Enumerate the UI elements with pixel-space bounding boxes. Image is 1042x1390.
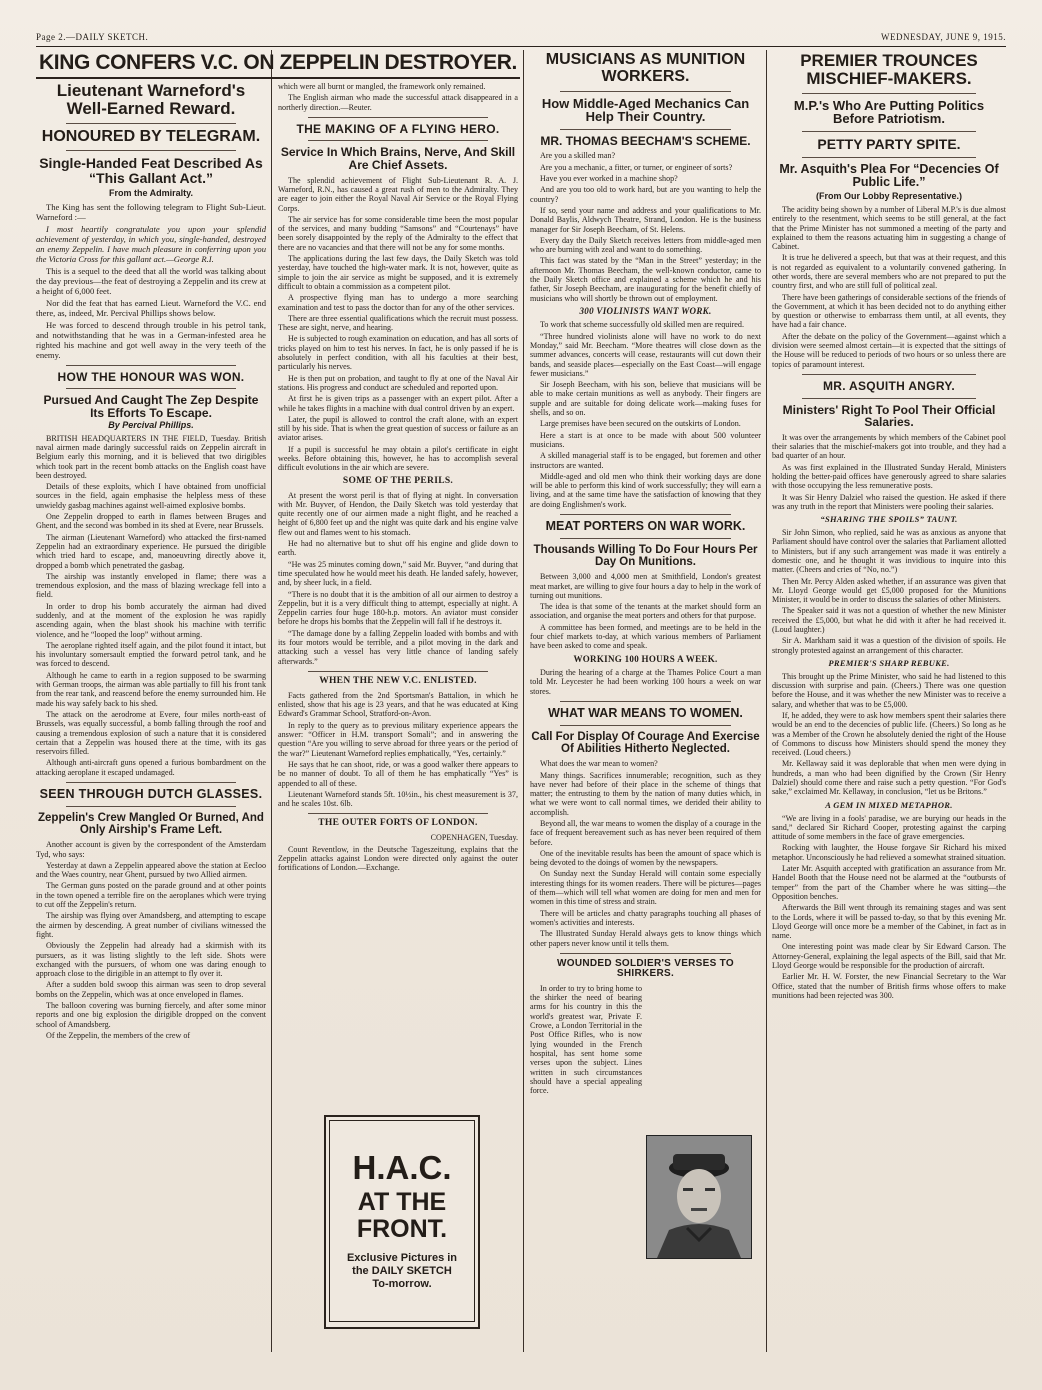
paragraph: Yesterday at dawn a Zeppelin appeared above the station at Eecloo and the Waes country, near Ghent, pursued by two Allied airmen. [36,860,266,880]
banner-headline: KING CONFERS V.C. ON ZEPPELIN DESTROYER. [39,51,517,74]
paragraph: The Speaker said it was not a question of whether the new Minister received the £5,000, but what he did with it after he had received it. (Loud laughter.) [772,606,1006,634]
paragraph: He is then put on probation, and taught to fly at one of the Naval Air stations. His progress and conduct are scheduled and reported upon. [278,373,518,392]
headline-dutch: SEEN THROUGH DUTCH GLASSES. [39,787,263,802]
paragraph: Beyond all, the war means to women the display of a courage in the face of frequent bereavement such as has never been required of them before. [530,818,761,847]
article-women [530,759,761,948]
headline-gem: A GEM IN MIXED METAPHOR. [825,799,953,810]
headline-rebuke: PREMIER'S SHARP REBUKE. [828,657,950,668]
paragraph: The Illustrated Sunday Herald always gets to know things which other papers never know until it tells them. [530,929,761,948]
article-angry [772,433,1006,511]
byline: By Percival Phillips. [108,419,194,430]
headline-spoils: “SHARING THE SPOILS” TAUNT. [820,514,958,525]
ad-subtitle: AT THE FRONT. [356,1188,448,1243]
column-4 [772,52,1006,1352]
paragraph: It was Sir Henry Dalziel who raised the question. He asked if there was any truth in the report that Ministers were pooling their salaries. [772,492,1006,511]
paragraph: Sir John Simon, who replied, said he was as anxious as anyone that Parliament should have control over the salaries that Parliament allotted to Ministers, but if any such arrangement was made it was entirely a domestic one, and he thought it was invidious to inquire into this matter. (Cheers and cries of “No, no.”) [772,528,1006,575]
paragraph: What does the war mean to women? [540,759,658,769]
paragraph: He says that he can shoot, ride, or was a good walker there appears to be no manner of doubt. To all of them he has emphatically “Yes” is appended to all of these. [278,759,518,788]
column-1 [36,82,266,1352]
headline-mps: M.P.'s Who Are Putting Politics Before Patriotism. [793,97,985,127]
article-telegram [36,202,266,360]
headline-feat: Single-Handed Feat Described As “This Gallant Act.” [39,155,263,187]
ad-line: Exclusive Pictures in [346,1251,458,1264]
headline-service: Service In Which Brains, Nerve, And Skill Are Chief Assets. [280,145,516,173]
headline-reward: Lieutenant Warneford's Well-Earned Reward. [56,82,246,118]
paragraph: Another account is given by the correspondent of the Amsterdam Tyd, who says: [36,840,266,859]
article-pursued [36,434,266,777]
headline-pursued: Pursued And Caught The Zep Despite Its Efforts To Escape. [43,393,259,421]
paragraph: Facts gathered from the 2nd Sportsman's Battalion, in which he enlisted, show that his age is 23 years, and that he was educated at King Edward's Grammar School, Stratford-on-Avon. [278,690,518,719]
article-dutch [36,840,266,1040]
paragraph: If, he added, they were to ask how members spent their salaries there would be an end to the decencies of public life. (Cheers.) So long as he was a Member of the Crown he absolutely denied the right of the House of Commons to discuss how Ministers should spend the money they received. (Loud cheers.) [772,711,1006,758]
article-violinists [530,320,761,509]
hac-advertisement [324,1115,480,1329]
headline-making: THE MAKING OF A FLYING HERO. [296,121,500,136]
paragraph: He was forced to descend through trouble in his petrol tank, and notwithstanding that he was in a German-infested area he righted his machine and got well away in the very teeth of the enemy. [36,319,266,360]
paragraph: Large premises have been secured on the outskirts of London. [540,419,741,429]
paragraph: At first he is given trips as a passenger with an expert pilot. After a while he takes flights in a machine with dual control driven by an expert. [278,394,518,413]
headline-call: Call For Display Of Courage And Exercise Of Abilities Hitherto Neglected. [531,731,760,756]
headline-plea: Mr. Asquith's Plea For “Decencies Of Public Life.” [779,161,999,189]
paragraph: “The damage done by a falling Zeppelin loaded with bombs and with its four motors would be terrible, and a pilot moving in the dark and attacking such a vessel has very little chance of landing safely afterwards.” [278,628,518,666]
paragraph: On Sunday next the Sunday Herald will contain some especially interesting things for its women readers. There will be pictures—pages of them—which will tell what women are doing for men and men for women in this time of stress and strain. [530,869,761,907]
article-wounded-soldier [530,984,642,1096]
paragraph: Later, the pupil is allowed to control the craft alone, with an expert still by his side. That is when the great question of success or failure as an aviator arises. [278,414,518,443]
paragraph: Then Mr. Percy Alden asked whether, if an assurance was given that Mr. Lloyd George would get £5,000 proposed for the Munitions Minister, it would be in order to discuss the salaries of other Ministers. [772,576,1006,605]
source-line: (From Our Lobby Representative.) [815,190,963,201]
paragraph: Sir Joseph Beecham, with his son, believe that musicians will be able to make certain munitions as well as anybody. Their fingers are supple and are suitable for doing delicate work—making fuses for shells, and so on. [530,380,761,418]
headline-petty: PETTY PARTY SPITE. [817,135,961,152]
paragraph: “He was 25 minutes coming down,” said Mr. Buyver, “and during that time speculated how he would meet his death. He landed safely, however, and, by sheer luck, in a field. [278,559,518,588]
paragraph: There will be articles and chatty paragraphs touching all phases of women's activities and interests. [530,908,761,927]
article-spoils [772,528,1006,655]
ad-inner-frame [329,1120,475,1322]
paragraph: The German guns posted on the parade ground and at other points in the town opened a terrible fire on the aeroplanes which were trying to cut off the Zeppelin's return. [36,881,266,910]
article-gem [772,814,1006,1001]
paragraph: “Three hundred violinists alone will have no work to do next Monday,” said Mr. Beecham. “More theatres will close down as the summer advances, concerts will cease, restaurants will cut down their bands, and seaside places—especially on the East Coast—will engage fewer musicians.” [530,331,761,378]
paragraph: This is a sequel to the deed that all the world was talking about the day previous—the feat of destroying a Zeppelin and its crew at a height of 6,000 feet. [36,265,266,296]
paragraph: “We are living in a fools' paradise, we are burying our heads in the sand,” declared Sir Richard Cooper, protesting against the carping attitude of some members in the face of grave emergencies. [772,813,1006,842]
paragraph: Rocking with laughter, the House forgave Sir Richard his mixed metaphor. Unconsciously he had relieved a somewhat strained situation. [772,843,1006,862]
paragraph: One interesting point was made clear by Sir Edward Carson. The Attorney-General, explaining the legal aspects of the Bill, said that Mr. Lloyd George would be responsible for the production of aircraft. [772,942,1006,971]
article-perils [278,491,518,666]
paragraph: Mr. Kellaway said it was deplorable that when men were dying in hundreds, a man who had been dignified by the Crown (Sir Henry Dalziel) should come there and raise such a petty question. “For God's sake,” exclaimed Mr. Kellaway, in conclusion, “let us be Britons.” [772,759,1006,797]
headline-premier: PREMIER TROUNCES MISCHIEF-MAKERS. [800,52,978,88]
paragraph: A prospective flying man has to undergo a more searching examination and test to pass the doctor than for any of the other services. [278,293,518,312]
paragraph: Obviously the Zeppelin had already had a skirmish with its pursuers, as it was listing slightly to the left side. Shots were exchanged with the pursuers, of whom one was daring enough to approach close to the dirigible in an attempt to fly over it. [36,941,266,979]
paragraph: Later Mr. Asquith accepted with gratification an assurance from Mr. Handel Booth that the House need not be alarmed at the “outbursts of temper” from the part of the Chamber where he was sitting—the Opposition benches. [772,864,1006,901]
paragraph: One Zeppelin dropped to earth in flames between Bruges and Ghent, and the second was bombed in its shed at Evere, near Brussels. [36,512,266,531]
paragraph: The aeroplane righted itself again, and the pilot found it intact, but his involuntary somersault emptied the forward petrol tank, and he was forced to descend. [36,640,266,669]
paragraph: To work that scheme successfully old skilled men are required. [540,320,744,330]
column-rule [766,50,767,1352]
date-label: WEDNESDAY, JUNE 9, 1915. [880,32,1006,42]
paragraph: A skilled managerial staff is to be engaged, but foremen and other instructors are wanted. [530,451,761,470]
paragraph: Have you ever worked in a machine shop? [540,174,678,184]
article-beecham [530,151,761,302]
paragraph: Between 3,000 and 4,000 men at Smithfield, London's greatest meat market, are willing to give four hours a day to help in the work of turning out munitions. [530,572,761,600]
ad-title: H.A.C. [352,1148,452,1186]
paragraph: The balloon covering was burning fiercely, and after some minor reports and one big explosion the dirigible dropped on the convent school of Amandsberg. [36,1001,266,1029]
paragraph: Here a start is at once to be made with about 500 volunteer musicians. [530,430,761,449]
paragraph: The English airman who made the successful attack disappeared in a northerly direction.—Reuter. [278,93,518,112]
paragraph: Details of these exploits, which I have obtained from unofficial sources in the field, again emphasise the helpless mess of these unwieldy gasbag machines against well-aimed explosive bombs. [36,482,266,510]
headline-beecham: MR. THOMAS BEECHAM'S SCHEME. [540,133,751,148]
paragraph: I most heartily congratulate you upon your splendid achievement of yesterday, in which you, single-handed, destroyed an enemy Zeppelin. I have much pleasure in conferring upon you the Victoria Cross for this gallant act.—George R.I. [36,223,266,264]
paragraph: There are three essential qualifications which the recruit must possess. These are sight, nerve, and hearing. [278,313,518,333]
paragraph: And are you too old to work hard, but are you wanting to help the country? [530,185,761,204]
headline-enlisted: WHEN THE NEW V.C. ENLISTED. [319,675,477,686]
article-forts [278,833,518,872]
ad-line: To-morrow. [372,1278,432,1291]
paragraph: The attack on the aerodrome at Evere, four miles north-east of Brussels, was equally successful, a bomb falling through the roof and causing a tremendous explosion of such a nature that it is considered certain that a Zeppelin was housed there at the time, with its gas reservoirs filled. [36,709,266,757]
paragraph: Afterwards the Bill went through its remaining stages and was sent to the Lords, where it will be passed to-day, so that by this evening Mr. Lloyd George will once more be a member of the Cabinet, in fact as in name. [772,903,1006,941]
paragraph: The airman (Lieutenant Warneford) who attacked the first-named Zeppelin had an extraordinary experience. He pursued the dirigible which tried hard to escape, and, manoeuvring directly above it, dropped a bomb which penetrated the gasbag. [36,532,266,570]
paragraph: Every day the Daily Sketch receives letters from middle-aged men who are burning with zeal and want to do something. [530,235,761,255]
article-continuation [278,82,518,112]
column-rule [523,50,524,1352]
headline-meat-porters: MEAT PORTERS ON WAR WORK. [545,519,746,533]
headline-musicians: MUSICIANS AS MUNITION WORKERS. [545,52,746,85]
paragraph: Nor did the feat that has earned Lieut. Warneford the V.C. end there, as, indeed, Mr. Percival Phillips shows below. [36,297,266,318]
paragraph: Sir A. Markham said it was a question of the division of spoils. He strongly protested against an arrangement of this character. [772,636,1006,655]
paragraph: The airship was instantly enveloped in flame; there was a tremendous explosion, and the mass of blazing wreckage fell into a field. [36,571,266,600]
paragraph: Middle-aged and old men who think their working days are done will be able to perform this kind of work successfully; they will earn a living, and at the same time have the satisfaction of knowing that they are doing Englishmen's work. [530,471,761,509]
headline-wounded-soldier: WOUNDED SOLDIER'S VERSES TO SHIRKERS. [557,957,734,980]
portrait-illustration [647,1136,751,1258]
paragraph: The acidity being shown by a number of Liberal M.P.'s is due almost entirely to the resentment, which seems to be still general, at the fact that the Prime Minister has not summoned a meeting of the party and explained to them the reasons actuating him in suggesting a change of Cabinet. [772,204,1006,252]
paragraph: After the debate on the policy of the Government—against which a division were seemed almost certain—it is expected that the sittings of the House will be reduced to periods of two hours or so unless there are topics of paramount interest. [772,331,1006,369]
paragraph: There have been gatherings of considerable sections of the friends of the Government, at which it has been decided not to do anything either by question or otherwise to embarrass them until, at all events, they have had a fair chance. [772,292,1006,330]
paragraph: Although anti-aircraft guns opened a furious bombardment on the attacking aeroplane it escaped undamaged. [36,758,266,777]
column-rule [271,50,272,1352]
paragraph: “There is no doubt that it is the ambition of all our airmen to destroy a Zeppelin, but it is a very difficult thing to attempt, especially at night. A Zeppelin carries four huge 180-h.p. motors. An aviator must consider before he drops his bombs that the Zeppelin will fall if he destroys it. [278,589,518,627]
page-label: Page 2.—DAILY SKETCH. [36,32,149,42]
headline-won: HOW THE HONOUR WAS WON. [57,369,245,384]
paragraph: The idea is that some of the tenants at the market should form an association, and organise the meat porters and others for that purpose. [530,602,761,621]
headline-angry: MR. ASQUITH ANGRY. [822,378,956,393]
paragraph: It was over the arrangements by which members of the Cabinet pool their salaries that the mischief-makers got into trouble, and they had a bad quarter of an hour. [772,432,1006,461]
soldier-portrait-photo [646,1135,752,1259]
headline-forts: THE OUTER FORTS OF LONDON. [318,818,478,829]
paragraph: During the hearing of a charge at the Thames Police Court a man told Mr. Leycester he had been working 100 hours a week on war stores. [530,668,761,696]
headline-violinists: 300 VIOLINISTS WANT WORK. [579,305,712,316]
paragraph: Although he came to earth in a region supposed to be swarming with German troops, the airman was able partially to fill his front tank from the rear tank, and reascend before the enemy surrounded him. He made his way safely back to his shed. [36,670,266,708]
paragraph: This fact was stated by the “Man in the Street” yesterday; in the afternoon Mr. Thomas Beecham, the well-known conductor, came to the Daily Sketch office and explained a scheme which he and his father, Sir Joseph Beecham, are inaugurating for the benefit chiefly of musicians who will shortly be thrown out of employment. [530,256,761,303]
paragraph: The applications during the last few days, the Daily Sketch was told yesterday, have touched the high-water mark. It is not, however, quite as simple to join the air service as might be supposed, and it is extremely difficult to obtain a commission as a competent pilot. [278,254,518,291]
headline-thousands: Thousands Willing To Do Four Hours Per Day On Munitions. [533,544,758,569]
paragraph: Lieutenant Warneford stands 5ft. 10½in., his chest measurement is 37, and he scales 10st. 6lb. [278,789,518,809]
article-working-hours [530,668,761,696]
paragraph: This brought up the Prime Minister, who said he had listened to this discussion with surprise and pain. (Cheers.) There was one question before the House, and it was whether the new Minister was to receive a salary, and whether that was to be £5,000. [772,671,1006,709]
headline-perils: SOME OF THE PERILS. [342,475,454,486]
headline-telegram: HONOURED BY TELEGRAM. [41,127,261,145]
running-header [36,32,1006,47]
source-line: From the Admiralty. [108,187,193,198]
paragraph: The splendid achievement of Flight Sub-Lieutenant R. A. J. Warneford, R.N., has caused a great rush of men to the Admiralty. They are eager to join either the Royal Naval Air Service or the Royal Flying Corps. [278,175,518,213]
paragraph: He is subjected to rough examination on education, and has all sorts of tricks played on him to test his nerves. In fact, he is only passed if he is absolutely in perfect condition, with all his faculties at their best, particularly his nerves. [278,334,518,372]
article-plea [772,205,1006,369]
paragraph: which were all burnt or mangled, the framework only remained. [278,82,486,91]
paragraph: If a pupil is successful he may obtain a pilot's certificate in eight weeks. Before obtaining this, however, he has to accomplish several difficult evolutions in the air which are severe. [278,444,518,473]
headline-middle-aged: How Middle-Aged Mechanics Can Help Their Country. [541,95,750,125]
paragraph: A committee has been formed, and meetings are to be held in the four chief markets to-day, at which various members of Parliament have been asked to come and speak. [530,622,761,651]
paragraph: Earlier Mr. H. W. Forster, the new Financial Secretary to the War Office, stated that the number of British firms whose offers to make munitions had been rejected was 300. [772,972,1006,1000]
paragraph: Many things. Sacrifices innumerable; recognition, such as they have never had before of their place in the scheme of things that matter; the entrusting to them by the nation of many duties which, in what we were wont to call normal times, we derided their ability to accomplish. [530,770,761,817]
ad-line: the DAILY SKETCH [352,1264,452,1277]
paragraph: In reply to the query as to previous military experience appears the answer: “Officer in H.M. transport Somali”; and in answering the question “Are you willing to serve abroad for three years or the period of the war?” Lieutenant Warneford replies emphatically, “Yes, certainly.” [278,720,518,758]
article-flying-hero [278,176,518,473]
paragraph: The King has sent the following telegram to Flight Sub-Lieut. Warneford :— [36,201,266,222]
paragraph: After a sudden bold swoop this airman was seen to drop several bombs on the Zeppelin, which was at once enveloped in flames. [36,980,266,999]
paragraph: Are you a skilled man? [540,151,616,161]
article-enlisted [278,691,518,809]
paragraph: It is true he delivered a speech, but that was at their request, and this is not regarded as equivalent to a voluntarily convened gathering. In other words, there are several members who are not prepared to put the country first, and who are still full of political zeal. [772,253,1006,291]
paragraph: The air service has for some considerable time been the most popular of the services, and many budding “Samsons” and “Courtenays” have been sorely disappointed by the reply of the Admiralty to the effect that there are no vacancies and that there will not be any for some months. [278,214,518,252]
paragraph: One of the inevitable results has been the amount of space which is being devoted to the doings of women by the newspapers. [530,848,761,868]
paragraph: He had no alternative but to shut off his engine and glide down to earth. [278,539,518,558]
headline-pool: Ministers' Right To Pool Their Official Salaries. [782,402,996,430]
headline-crew: Zeppelin's Crew Mangled Or Burned, And Only Airship's Frame Left. [38,812,264,837]
headline-women: WHAT WAR MEANS TO WOMEN. [548,705,743,720]
paragraph: As was first explained in the Illustrated Sunday Herald, Ministers holding the better-paid offices have generously agreed to share salaries with those occupying the less remunerative posts. [772,462,1006,491]
paragraph: At present the worst peril is that of flying at night. In conversation with Mr. Buyver, of Hendon, the Daily Sketch was told yesterday that quite recently one of our airmen made a night flight, and he reached a height of 6,800 feet up and the night was quite dark and his engine valve flew out and flames went to his stomach. [278,490,518,537]
banner-block [36,52,520,79]
article-meat-porters [530,572,761,650]
paragraph: Count Reventlow, in the Deutsche Tageszeitung, explains that the Zeppelin attacks against London were directed only against the outer fortifications of London.—Exchange. [278,844,518,873]
paragraph: BRITISH HEADQUARTERS IN THE FIELD, Tuesday. British naval airmen made daringly successful raids on Zeppelin aircraft in Belgium early this morning, and it is believed that two dirigibles which took part in the recent bomb attacks on the English coast have been destroyed. [36,433,266,480]
paragraph: The airship was flying over Amandsberg, and attempting to escape the airmen by descending. A great number of civilians witnessed the fight. [36,911,266,939]
paragraph: Of the Zeppelin, the members of the crew of [46,1030,191,1040]
article-rebuke [772,672,1006,797]
paragraph: In order to drop his bomb accurately the airman had dived suddenly, and at the moment of the explosion he was rapidly ascending again, when the blast shook his machine with terrific violence, and he “looped the loop” without arming. [36,601,266,639]
paragraph: Are you a mechanic, a fitter, or turner, or engineer of sorts? [540,162,733,172]
paragraph: In order to try to bring home to the shirker the need of bearing arms for his country in this the world's greatest war, Private F. Crowe, a London Territorial in the Post Office Rifles, who is now lying wounded in the French hospital, has sent home some verses upon the subject. Lines written in such circumstances should have a special appealing force. [530,983,642,1096]
dateline: COPENHAGEN, Tuesday. [430,833,518,843]
headline-working-hours: WORKING 100 HOURS A WEEK. [573,653,718,664]
paragraph: If so, send your name and address and your qualifications to Mr. Donald Baylis, Aldwych Theatre, Strand, London. He is the business manager for Sir Joseph Beecham, of St. Helens. [530,205,761,234]
